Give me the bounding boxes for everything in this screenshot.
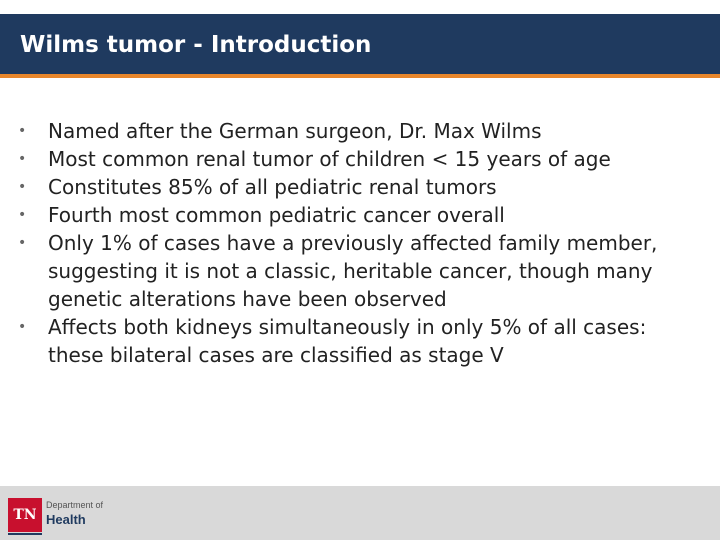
- bullet-text: Only 1% of cases have a previously affected family member, suggesting it is not a classic, heritable cancer, though many genetic alterations have been observed: [48, 231, 658, 311]
- bullet-icon: •: [18, 207, 27, 223]
- bullet-item: [18, 313, 708, 369]
- bullet-icon: •: [18, 123, 27, 139]
- footer-bar: [0, 486, 720, 540]
- bullet-icon: •: [18, 151, 27, 167]
- bullet-text: Constitutes 85% of all pediatric renal tumors: [48, 175, 497, 199]
- bullet-item: [18, 229, 708, 313]
- logo-underline: [8, 533, 42, 535]
- bullet-icon: •: [18, 179, 27, 195]
- bullet-text: Named after the German surgeon, Dr. Max Wilms: [48, 119, 542, 143]
- bullet-text: Most common renal tumor of children < 15 years of age: [48, 147, 611, 171]
- title-bar: [0, 14, 720, 78]
- bullet-text: Affects both kidneys simultaneously in only 5% of all cases: these bilateral cases are classified as stage V: [48, 315, 647, 367]
- bullet-text: Fourth most common pediatric cancer overall: [48, 203, 505, 227]
- bullet-list: [18, 117, 708, 369]
- logo-health-text: Health: [46, 512, 86, 527]
- bullet-item: [18, 117, 708, 145]
- slide-title: Wilms tumor - Introduction: [20, 32, 372, 58]
- bullet-icon: •: [18, 319, 27, 335]
- tn-logo-icon: TN: [8, 498, 42, 532]
- department-logo: [8, 496, 128, 536]
- logo-department-text: Department of: [46, 500, 104, 510]
- bullet-item: [18, 145, 708, 173]
- bullet-item: [18, 173, 708, 201]
- bullet-icon: •: [18, 235, 27, 251]
- bullet-item: [18, 201, 708, 229]
